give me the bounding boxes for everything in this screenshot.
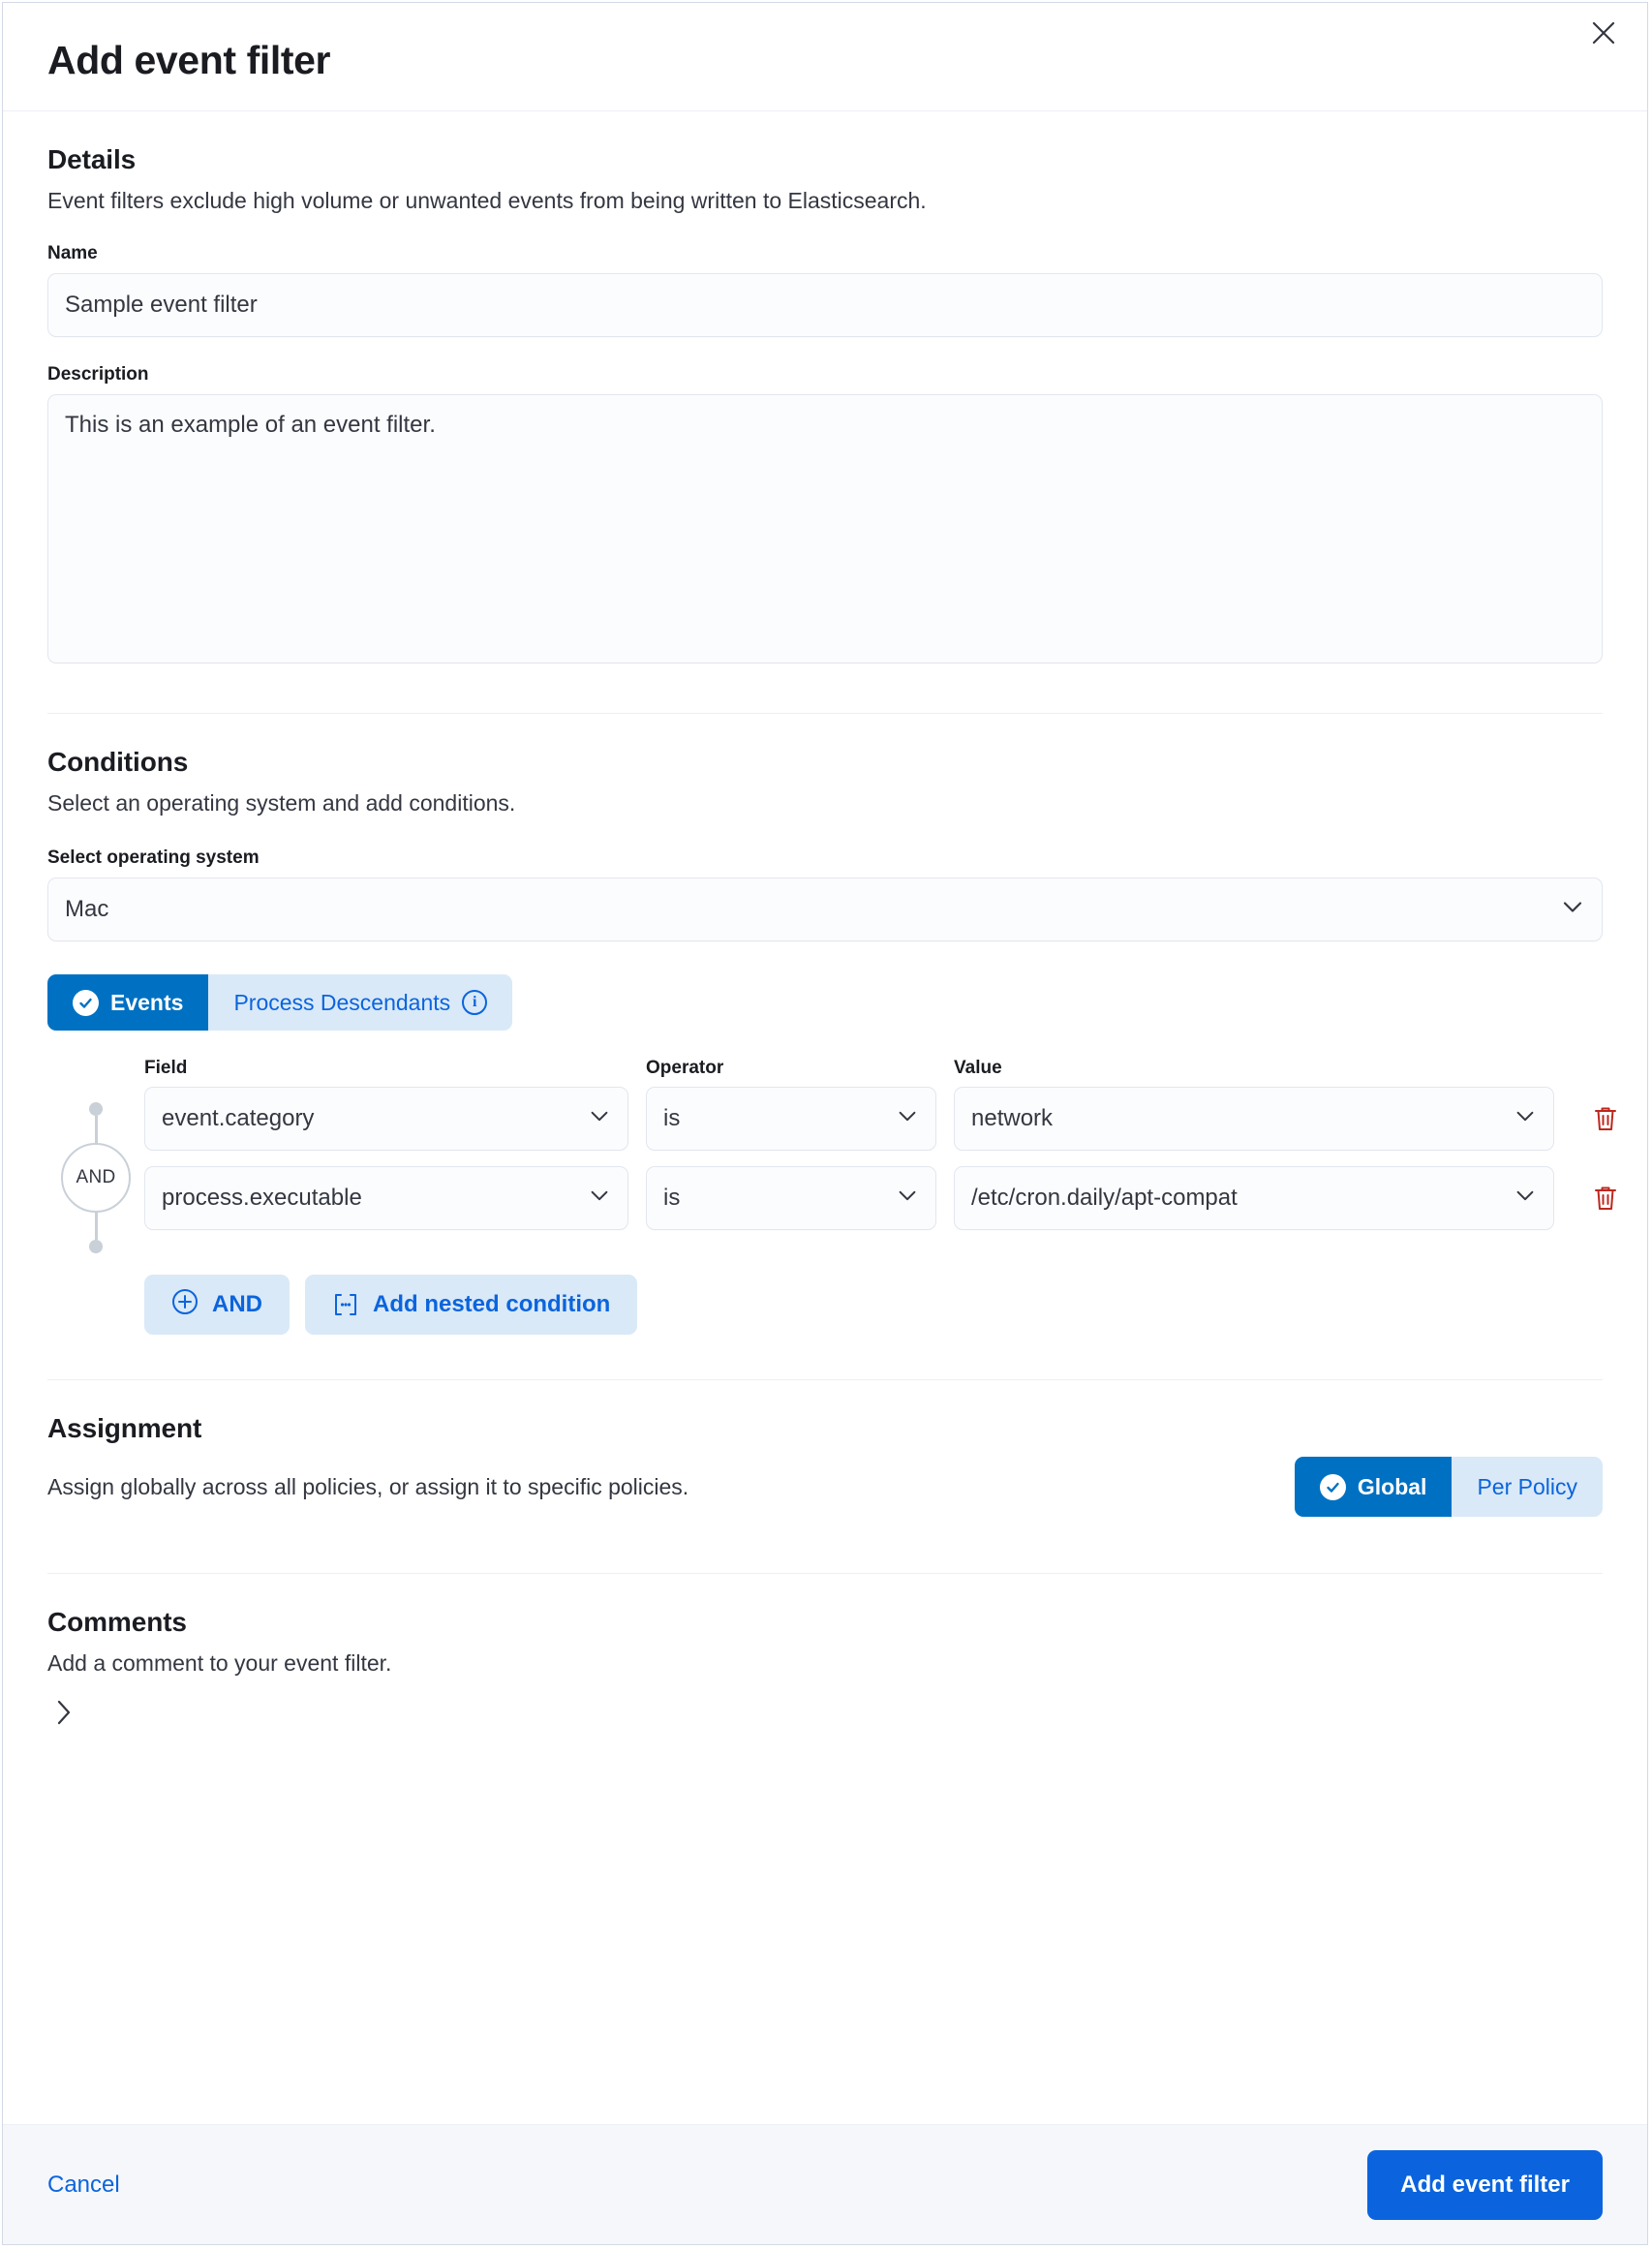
condition-row [144, 1087, 1639, 1151]
condition-column-headers [144, 1058, 1639, 1079]
condition-field-select-2[interactable] [144, 1166, 628, 1230]
condition-value-select-1[interactable] [954, 1087, 1554, 1151]
cancel-button[interactable]: Cancel [47, 2171, 120, 2198]
os-select-value[interactable]: Mac [47, 878, 1603, 941]
os-label: Select operating system [47, 847, 260, 868]
assignment-option-global-label: Global [1357, 1473, 1427, 1499]
assignment-option-per-policy[interactable] [1452, 1457, 1603, 1517]
comments-heading: Comments [47, 1607, 187, 1637]
condition-value-value-1[interactable]: network [954, 1087, 1554, 1151]
condition-field-value-1[interactable]: event.category [144, 1087, 628, 1151]
condition-value-value-2[interactable]: /etc/cron.daily/apt-compat [954, 1166, 1554, 1230]
add-event-filter-modal [2, 2, 1648, 2245]
tab-process-descendants[interactable] [208, 974, 512, 1031]
conditions-section [47, 714, 1603, 1335]
condition-operator-value-1[interactable]: is [646, 1087, 936, 1151]
tab-events[interactable] [47, 974, 208, 1031]
tab-process-descendants-label: Process Descendants [233, 989, 451, 1015]
modal-header [3, 3, 1647, 111]
column-header-operator: Operator [646, 1058, 724, 1078]
add-nested-condition-label: Add nested condition [373, 1291, 611, 1317]
assignment-heading: Assignment [47, 1413, 202, 1443]
add-and-button[interactable] [144, 1275, 290, 1335]
rail-line-top [95, 1116, 98, 1143]
condition-field-value-2[interactable]: process.executable [144, 1166, 628, 1230]
assignment-row [47, 1457, 1603, 1517]
trash-icon[interactable] [1581, 1094, 1630, 1143]
details-section [47, 111, 1603, 668]
conditions-builder [47, 1058, 1603, 1253]
comments-description: Add a comment to your event filter. [47, 1650, 392, 1676]
condition-operator-value-2[interactable]: is [646, 1166, 936, 1230]
modal-body [3, 111, 1647, 2124]
check-icon [1320, 1474, 1346, 1500]
details-heading: Details [47, 144, 137, 174]
os-field-group [47, 847, 1603, 941]
add-and-label: AND [212, 1291, 262, 1317]
name-label: Name [47, 243, 98, 263]
add-nested-condition-button[interactable] [305, 1275, 637, 1335]
check-icon [73, 990, 99, 1016]
condition-actions [144, 1275, 1603, 1335]
os-select[interactable] [47, 878, 1603, 941]
rail-line-bottom [95, 1213, 98, 1240]
assignment-option-per-policy-label: Per Policy [1477, 1473, 1577, 1499]
close-icon[interactable] [1581, 11, 1626, 55]
info-icon[interactable]: i [462, 990, 487, 1015]
description-textarea[interactable] [47, 394, 1603, 663]
condition-field-select-1[interactable] [144, 1087, 628, 1151]
rail-dot-top [89, 1102, 103, 1116]
name-input[interactable] [47, 273, 1603, 337]
condition-rows [144, 1058, 1639, 1246]
comments-section [47, 1574, 1603, 1735]
column-header-field: Field [144, 1058, 188, 1078]
condition-operator-select-1[interactable] [646, 1087, 936, 1151]
condition-value-select-2[interactable] [954, 1166, 1554, 1230]
page-title: Add event filter [47, 38, 331, 82]
rail-dot-bottom [89, 1240, 103, 1253]
conditions-description: Select an operating system and add conditions. [47, 790, 516, 816]
chevron-right-icon[interactable] [42, 1690, 86, 1735]
description-field-group [47, 364, 1603, 668]
events-tab-group [47, 974, 512, 1031]
column-header-value: Value [954, 1058, 1002, 1078]
modal-footer [3, 2124, 1647, 2244]
name-field-group [47, 243, 1603, 337]
conditions-heading: Conditions [47, 747, 189, 777]
condition-operator-select-2[interactable] [646, 1166, 936, 1230]
assignment-section [47, 1380, 1603, 1517]
and-rail [47, 1058, 144, 1253]
trash-icon[interactable] [1581, 1174, 1630, 1222]
delete-condition-1[interactable] [1572, 1094, 1639, 1143]
nested-brackets-icon [332, 1291, 359, 1318]
details-description: Event filters exclude high volume or unwanted events from being written to Elasticsearch. [47, 188, 927, 213]
add-event-filter-button[interactable]: Add event filter [1367, 2150, 1603, 2220]
tab-events-label: Events [110, 989, 184, 1015]
and-badge: AND [61, 1143, 131, 1213]
assignment-option-global[interactable] [1295, 1457, 1453, 1517]
assignment-button-group [1295, 1457, 1603, 1517]
condition-row [144, 1166, 1639, 1230]
assignment-description: Assign globally across all policies, or assign it to specific policies. [47, 1473, 689, 1499]
description-label: Description [47, 364, 149, 385]
delete-condition-2[interactable] [1572, 1174, 1639, 1222]
plus-circle-icon [171, 1288, 199, 1322]
